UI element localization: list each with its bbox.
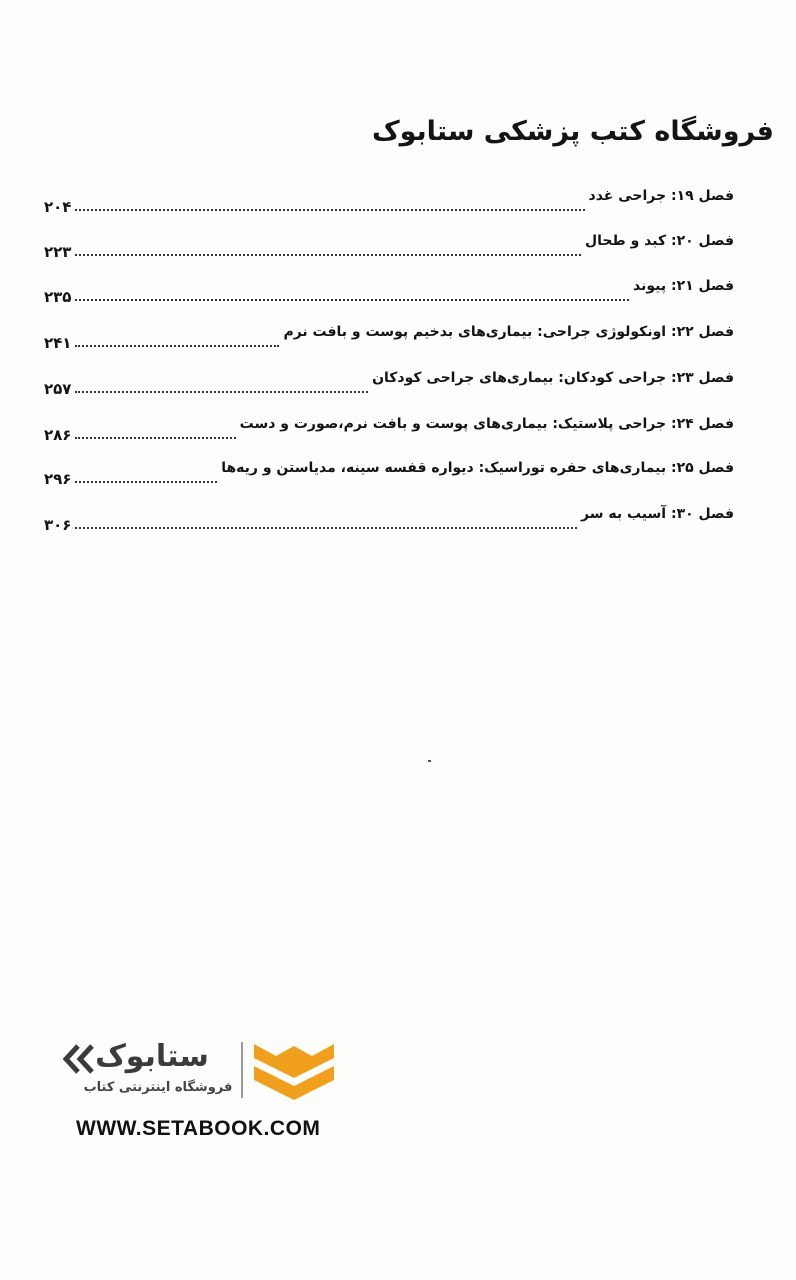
logo-tagline: فروشگاه اینترنتی کتاب	[83, 1080, 233, 1095]
toc-chapter-title: فصل ۲۴: جراحی پلاستیک: بیماری‌های پوست و بافت نرم،صورت و دست	[239, 416, 734, 432]
toc-chapter-title: فصل ۱۹: جراحی غدد	[588, 188, 734, 204]
toc-row	[44, 186, 734, 216]
toc-row	[44, 231, 734, 261]
toc-chapter-title: فصل ۲۰: کبد و طحال	[585, 233, 734, 249]
toc-row	[44, 414, 734, 444]
paper-speck	[428, 760, 431, 762]
toc-page-number: ۳۰۶	[44, 516, 72, 534]
toc-page-number: ۲۴۱	[44, 334, 72, 352]
toc-chapter-title: فصل ۲۳: جراحی کودکان: بیماری‌های جراحی کودکان	[372, 370, 734, 386]
toc-row	[44, 504, 734, 534]
toc-leader-dots	[75, 345, 279, 347]
toc-leader-dots	[75, 527, 577, 529]
book-stack-logo-icon	[254, 1036, 334, 1102]
toc-chapter-title: فصل ۳۰: آسیب به سر	[581, 506, 734, 522]
setabook-logo	[60, 1036, 340, 1106]
toc-chapter-title: فصل ۲۱: پیوند	[632, 278, 734, 294]
toc-row	[44, 368, 734, 398]
toc-leader-dots	[75, 391, 368, 393]
store-title: فروشگاه کتب پزشکی ستابوک	[371, 116, 774, 147]
toc-page-number: ۲۲۳	[44, 243, 72, 261]
toc-row	[44, 322, 734, 352]
toc-chapter-title: فصل ۲۲: اونکولوژی جراحی: بیماری‌های بدخیم پوست و بافت نرم	[283, 324, 734, 340]
toc-page-number: ۲۳۵	[44, 288, 72, 306]
logo-brand-name: ستابوک	[95, 1039, 209, 1074]
toc-leader-dots	[75, 254, 581, 256]
toc-row	[44, 276, 734, 306]
toc-leader-dots	[75, 437, 235, 439]
toc-leader-dots	[75, 299, 629, 301]
toc-leader-dots	[75, 481, 217, 483]
website-url: WWW.SETABOOK.COM	[76, 1117, 321, 1140]
toc-chapter-title: فصل ۲۵: بیماری‌های حفره توراسیک: دیواره قفسه سینه، مدیاستن و ریه‌ها	[221, 460, 734, 476]
toc-page-number: ۲۸۶	[44, 426, 72, 444]
toc-row	[44, 458, 734, 488]
toc-page-number: ۲۹۶	[44, 470, 72, 488]
toc-page-number: ۲۵۷	[44, 380, 72, 398]
logo-divider	[241, 1042, 243, 1098]
toc-page-number: ۲۰۴	[44, 198, 72, 216]
toc-leader-dots	[75, 209, 584, 211]
